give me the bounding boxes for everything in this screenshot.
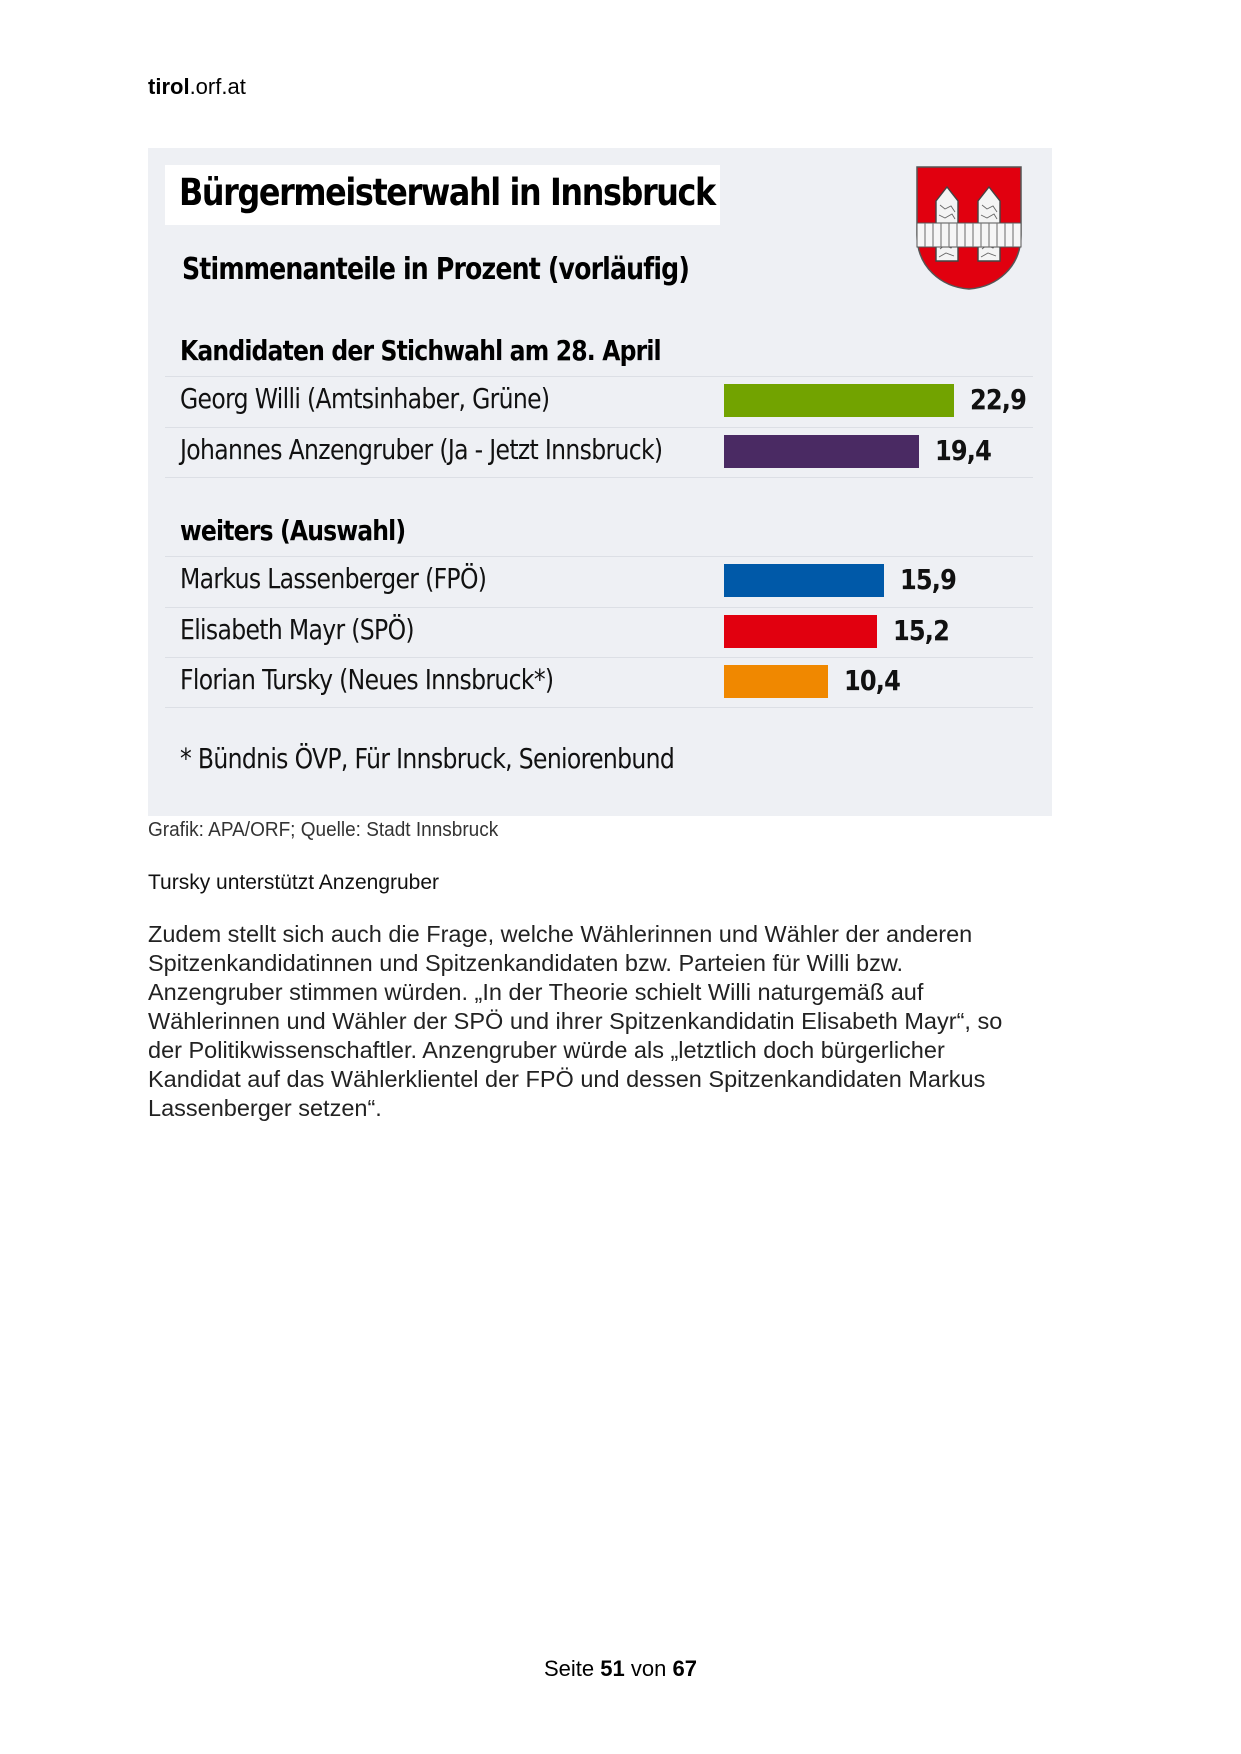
bar-lassenberger (724, 564, 884, 597)
election-chart (148, 148, 1052, 816)
group-heading-runoff: Kandidaten der Stichwahl am 28. April (180, 334, 661, 367)
bar-mayr (724, 615, 877, 648)
page-footer (0, 1656, 1241, 1682)
chart-title-box (165, 165, 720, 225)
bar-value-label: 15,2 (892, 614, 949, 647)
row-divider (165, 607, 1033, 608)
group-heading-others: weiters (Auswahl) (180, 514, 406, 547)
paragraph-line: Wählerinnen und Wähler der SPÖ und ihrer Spitzenkandidatin Elisabeth Mayr“, so (148, 1008, 1003, 1034)
total-page-count: 67 (672, 1656, 697, 1681)
footer-prefix: Seite (544, 1656, 595, 1681)
paragraph-line: der Politikwissenschaftler. Anzengruber würde als „letztlich doch bürgerlicher (148, 1037, 945, 1063)
paragraph-line: Zudem stellt sich auch die Frage, welche Wählerinnen und Wähler der anderen (148, 921, 973, 947)
bar-value-label: 22,9 (970, 383, 1026, 416)
site-name-rest: .orf.at (189, 74, 246, 99)
footer-middle: von (630, 1656, 667, 1681)
bar-label: Markus Lassenberger (FPÖ) (180, 562, 487, 595)
bar-value-label: 19,4 (934, 434, 991, 467)
bar-label: Elisabeth Mayr (SPÖ) (180, 613, 414, 646)
site-name-bold: tirol (148, 74, 190, 99)
paragraph-line: Lassenberger setzen“. (148, 1095, 382, 1121)
article-paragraph (148, 920, 1078, 1123)
innsbruck-coat-of-arms-icon (915, 165, 1023, 291)
bar-willi (724, 384, 954, 417)
article-subheading: Tursky unterstützt Anzengruber (148, 871, 440, 894)
bar-label: Florian Tursky (Neues Innsbruck*) (180, 663, 554, 696)
row-divider (165, 556, 1033, 557)
chart-title: Bürgermeisterwahl in Innsbruck (179, 171, 715, 214)
site-header (148, 74, 246, 100)
row-divider (165, 376, 1033, 377)
bar-anzengruber (724, 435, 919, 468)
current-page-number: 51 (600, 1656, 625, 1681)
row-divider (165, 657, 1033, 658)
bar-tursky (724, 665, 828, 698)
bar-label: Johannes Anzengruber (Ja - Jetzt Innsbruck) (180, 433, 663, 466)
chart-subtitle: Stimmenanteile in Prozent (vorläufig) (182, 252, 690, 287)
chart-source: Grafik: APA/ORF; Quelle: Stadt Innsbruck (148, 819, 499, 841)
bar-value-label: 15,9 (899, 563, 956, 596)
bar-label: Georg Willi (Amtsinhaber, Grüne) (180, 382, 550, 415)
row-divider (165, 427, 1033, 428)
paragraph-line: Anzengruber stimmen würden. „In der Theorie schielt Willi naturgemäß auf (148, 979, 924, 1005)
chart-footnote: * Bündnis ÖVP, Für Innsbruck, Seniorenbund (180, 742, 675, 775)
paragraph-line: Spitzenkandidatinnen und Spitzenkandidaten bzw. Parteien für Willi bzw. (148, 950, 904, 976)
row-divider (165, 707, 1033, 708)
bar-value-label: 10,4 (844, 664, 901, 697)
paragraph-line: Kandidat auf das Wählerklientel der FPÖ und dessen Spitzenkandidaten Markus (148, 1066, 986, 1092)
row-divider (165, 477, 1033, 478)
